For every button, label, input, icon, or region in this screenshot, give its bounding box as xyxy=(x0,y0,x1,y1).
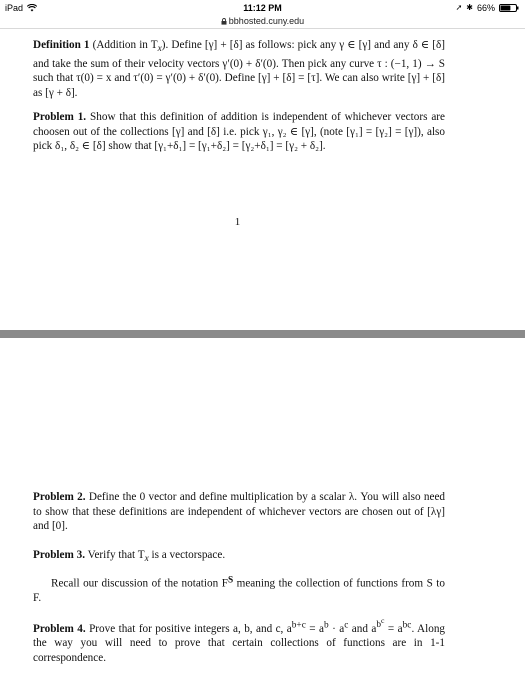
definition-1 xyxy=(33,38,445,101)
status-right xyxy=(456,3,519,13)
problem-4-line-3: functions are in 1-1 correspondence. xyxy=(33,637,445,665)
clock: 11:12 PM xyxy=(243,3,282,13)
problem-2-line-1: Define the 0 vector and define multiplication by a scalar λ. You xyxy=(88,491,379,503)
problem-3 xyxy=(33,548,445,567)
page-separator xyxy=(0,330,525,338)
definition-title: (Addition in $T_x$). xyxy=(92,39,169,55)
problem-2 xyxy=(33,490,445,534)
problem-4-label: Problem 4. xyxy=(33,622,86,635)
problem-2-line-2: will also need to show that these definitions are independent of whichever vectors xyxy=(33,491,446,518)
definition-line-4: [γ] + [δ] = [τ]. We can also write [γ] + [δ] as [γ + δ]. xyxy=(33,72,445,100)
problem-1-line-2: vectors are choosen out of the collections [γ] and [δ] i.e. pick γ₁, γ₂ ∈ [γ], (note xyxy=(33,111,446,138)
bluetooth-icon: ✱ xyxy=(466,3,473,12)
recall-line-2: from S to F. xyxy=(33,577,446,605)
problem-1-label: Problem 1. xyxy=(33,111,87,123)
problem-3-text: Verify that $T_x$ is a vectorspace. xyxy=(87,549,226,565)
problem-1-line-3: [γ₁] = [γ₂] = [γ]), also pick δ₁, δ₂ ∈ [δ] show that [γ₁+δ₁] = [γ₁+δ₂] = [γ₂+δ₁] = xyxy=(33,125,445,153)
problem-2-label: Problem 2. xyxy=(33,491,86,503)
status-bar xyxy=(0,0,525,16)
location-icon: ➚ xyxy=(455,3,463,12)
page-number: 1 xyxy=(234,216,241,228)
toolbar-divider xyxy=(0,28,525,29)
battery-percent: 66% xyxy=(476,3,495,13)
recall-paragraph xyxy=(33,573,445,606)
lock-icon xyxy=(221,18,227,25)
problem-4 xyxy=(33,614,445,666)
device-label: iPad xyxy=(5,3,24,13)
definition-line-2: any δ ∈ [δ] and take the sum of their velocity vectors γ′(0) + δ′(0). Then pick xyxy=(33,39,446,70)
url-text: bbhosted.cuny.edu xyxy=(228,16,305,26)
problem-2-line-3: are chosen out of [λγ] and [0]. xyxy=(33,505,445,533)
problem-4-line-1: Prove that for positive integers a, b, and c, $a^{b+c} = a^b \cdot a^c$ and xyxy=(89,620,368,635)
definition-line-3: any curve τ : (−1, 1) → S such that τ(0) = x and τ′(0) = γ′(0) + δ′(0). Define xyxy=(33,57,446,85)
definition-label: Definition 1 xyxy=(33,39,90,51)
problem-3-label: Problem 3. xyxy=(33,549,85,561)
recall-text: Recall our discussion of the notation $F^S$ meaning the collection of functions xyxy=(51,575,398,590)
battery-icon xyxy=(499,4,519,12)
problem-1-line-4: [γ₂ + δ₂]. xyxy=(285,140,326,153)
definition-line-1: Define [γ] + [δ] as follows: pick any γ ∈ [γ] and xyxy=(171,39,391,51)
problem-1-line-1: Show that this definition of addition is independent of whichever xyxy=(90,111,392,123)
address-bar[interactable] xyxy=(0,16,525,26)
problem-1 xyxy=(33,110,445,154)
problem-4-line-2: $a^{b^c} = a^{bc}$. Along the way you will need to prove that certain collections of xyxy=(33,616,446,650)
